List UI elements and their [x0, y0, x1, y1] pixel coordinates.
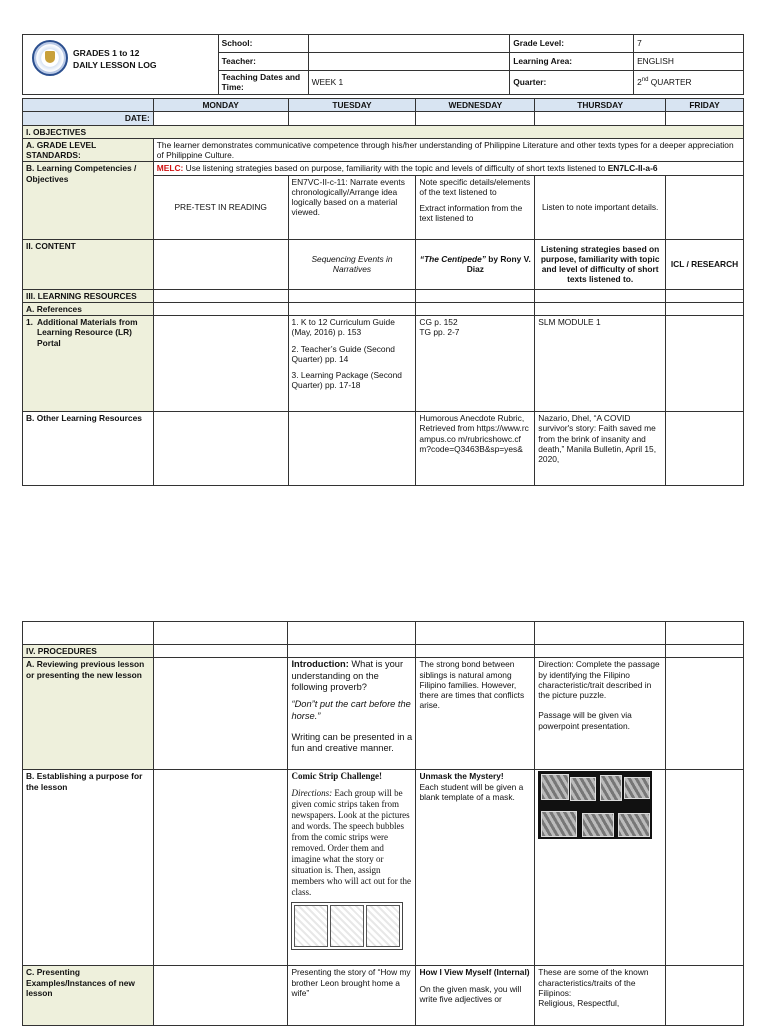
date-row — [23, 112, 744, 125]
procedures-table — [22, 621, 744, 1026]
date-monday[interactable] — [153, 112, 288, 125]
obj-wednesday-2: Extract information from the text listened to — [419, 203, 523, 224]
traits-list: Religious, Respectful, — [538, 998, 620, 1008]
content-heading: II. CONTENT — [23, 239, 154, 289]
grade-level-standards-label: A. GRADE LEVEL STANDARDS: — [23, 138, 154, 162]
reviewing-label: A. Reviewing previous lesson or presenting the new lesson — [23, 658, 154, 770]
header-table — [22, 34, 744, 95]
present-wednesday — [416, 966, 535, 1026]
quarter-value[interactable] — [634, 71, 744, 95]
present-thursday — [535, 966, 666, 1026]
obj-friday — [666, 175, 744, 239]
other-friday — [666, 412, 744, 486]
review-wednesday: The strong bond between siblings is natural among Filipino families. However, there are times that conflicts arise. — [416, 658, 535, 770]
teacher-label: Teacher: — [218, 53, 308, 71]
teacher-value[interactable] — [308, 53, 510, 71]
writing-note: Writing can be presented in a fun and creative manner. — [291, 731, 413, 754]
res-thursday: SLM MODULE 1 — [535, 316, 666, 412]
unmask-heading: Unmask the Mystery! — [419, 771, 504, 782]
grade-level-standards-row — [23, 138, 744, 162]
date-tuesday[interactable] — [288, 112, 416, 125]
melc-body: Use listening strategies based on purpose, familiarity with the topic and levels of difficulty of short texts listened to — [183, 163, 608, 174]
obj-thursday: Listen to note important details. — [535, 175, 666, 239]
comic-directions-text: Each group will be given comic strips taken from newspapers. Look at the pictures and words. The speech bubbles from the comic strips were removed. Order them and imagine what the story or situation is. Then, assign members who will act out for the class. — [291, 788, 411, 897]
resources-section-row — [23, 289, 744, 302]
references-row — [23, 302, 744, 315]
title-line-1: GRADES 1 to 12 — [73, 48, 140, 58]
additional-materials-row — [23, 316, 744, 412]
day-friday: FRIDAY — [666, 99, 744, 112]
date-thursday[interactable] — [535, 112, 666, 125]
purpose-monday — [153, 770, 288, 966]
school-label: School: — [218, 35, 308, 53]
present-tuesday: Presenting the story of “How my brother Leon brought home a wife” — [288, 966, 416, 1026]
objectives-section-row — [23, 125, 744, 138]
res-friday — [666, 316, 744, 412]
content-row — [23, 239, 744, 289]
purpose-friday — [666, 770, 744, 966]
teaching-dates-label: Teaching Dates and Time: — [218, 71, 308, 95]
comic-strip-heading: Comic Strip Challenge! — [291, 771, 382, 782]
document-title — [73, 47, 157, 72]
grade-level-value[interactable]: 7 — [634, 35, 744, 53]
melc-row — [23, 162, 744, 175]
obj-tuesday: EN7VC-II-c-11: Narrate events chronologically/Arrange idea logically based on a material viewed. — [288, 175, 416, 239]
grade-level-label: Grade Level: — [510, 35, 634, 53]
additional-materials-text: Additional Materials from Learning Resource (LR) Portal — [37, 317, 138, 348]
quarter-text: QUARTER — [648, 77, 692, 88]
day-thursday: THURSDAY — [535, 99, 666, 112]
title-line-2: DAILY LESSON LOG — [73, 60, 157, 71]
quarter-label: Quarter: — [510, 71, 634, 95]
traits-intro: These are some of the known characteristics/traits of the Filipinos: — [538, 967, 649, 998]
review-monday — [153, 658, 288, 770]
date-wednesday[interactable] — [416, 112, 535, 125]
introduction-question: What is your understanding on the following proverb? — [291, 659, 404, 692]
procedures-heading: IV. PROCEDURES — [23, 645, 154, 658]
references-label: A. References — [23, 302, 154, 315]
deped-seal-icon — [32, 40, 68, 76]
other-resources-row — [23, 412, 744, 486]
days-header-row — [23, 99, 744, 112]
introduction-heading: Introduction: — [291, 659, 349, 670]
picture-puzzle-image — [538, 771, 652, 839]
other-resources-label: B. Other Learning Resources — [23, 412, 154, 486]
competencies-label: B. Learning Competencies / Objectives — [23, 162, 154, 239]
melc-text — [153, 162, 743, 175]
content-thursday: Listening strategies based on purpose, familiarity with topic and level of difficulty of short texts listened to. — [535, 239, 666, 289]
res-wednesday-1: CG p. 152 — [419, 317, 458, 327]
view-myself-heading: How I View Myself (Internal) — [419, 967, 530, 978]
purpose-row — [23, 770, 744, 966]
res-tuesday-3: 3. Learning Package (Second Quarter) pp. 17-18 — [291, 370, 402, 391]
presenting-label: C. Presenting Examples/Instances of new lesson — [23, 966, 154, 1026]
content-wednesday — [416, 239, 535, 289]
resources-heading: III. LEARNING RESOURCES — [23, 289, 154, 302]
presenting-row — [23, 966, 744, 1026]
lesson-log-table — [22, 98, 744, 486]
melc-tag: MELC: — [156, 163, 184, 174]
other-thursday: Nazario, Dhel, “A COVID survivor's story: Faith saved me from the brink of insanity and death,” Manila Bulletin, April 15, 2020, — [535, 412, 666, 486]
present-friday — [666, 966, 744, 1026]
day-tuesday: TUESDAY — [288, 99, 416, 112]
date-label: DATE: — [23, 112, 154, 125]
other-tuesday — [288, 412, 416, 486]
purpose-wednesday — [416, 770, 535, 966]
grade-level-standards-text: The learner demonstrates communicative competence through his/her understanding of Philippine Literature and other texts types for a deeper appreciation of Philippine Culture. — [153, 138, 743, 162]
melc-code: EN7LC-II-a-6 — [607, 163, 658, 174]
comic-directions-label: Directions: — [291, 788, 333, 799]
unmask-text: Each student will be given a blank template of a mask. — [419, 781, 524, 802]
date-friday[interactable] — [666, 112, 744, 125]
day-wednesday: WEDNESDAY — [416, 99, 535, 112]
res-wednesday-2: TG pp. 2-7 — [419, 327, 460, 338]
obj-monday: PRE-TEST IN READING — [153, 175, 288, 239]
review-thursday-passage: Passage will be given via powerpoint presentation. — [538, 710, 632, 731]
additional-materials-label — [23, 316, 154, 412]
purpose-tuesday — [288, 770, 416, 966]
obj-wednesday-1: Note specific details/elements of the text listened to — [419, 176, 531, 197]
centipede-title: “The Centipede” — [419, 253, 486, 264]
procedures-section-row — [23, 645, 744, 658]
other-monday — [153, 412, 288, 486]
day-monday: MONDAY — [153, 99, 288, 112]
purpose-label: B. Establishing a purpose for the lesson — [23, 770, 154, 966]
res-tuesday-1: 1. K to 12 Curriculum Guide (May, 2016) p. 153 — [291, 317, 395, 338]
content-friday: ICL / RESEARCH — [666, 239, 744, 289]
content-tuesday: Sequencing Events in Narratives — [288, 239, 416, 289]
centipede-author: by Rony V. Diaz — [466, 253, 531, 274]
header-logo-cell — [23, 35, 219, 95]
res-tuesday — [288, 316, 416, 412]
review-friday — [666, 658, 744, 770]
procedures-top-row — [23, 622, 744, 645]
review-tuesday — [288, 658, 416, 770]
res-monday — [153, 316, 288, 412]
view-myself-text: On the given mask, you will write five adjectives or — [419, 983, 522, 1004]
corner-cell — [23, 99, 154, 112]
learning-area-label: Learning Area: — [510, 53, 634, 71]
teaching-dates-value[interactable]: WEEK 1 — [308, 71, 510, 95]
school-value[interactable] — [308, 35, 510, 53]
res-tuesday-2: 2. Teacher’s Guide (Second Quarter) pp. 14 — [291, 343, 395, 364]
res-wednesday — [416, 316, 535, 412]
present-monday — [153, 966, 288, 1026]
reviewing-row — [23, 658, 744, 770]
learning-area-value[interactable]: ENGLISH — [634, 53, 744, 71]
additional-materials-number: 1. — [26, 317, 33, 327]
review-thursday-direction: Direction: Complete the passage by identifying the Filipino characteristic/trait described in the picture puzzle. — [538, 659, 660, 700]
review-thursday — [535, 658, 666, 770]
purpose-thursday — [535, 770, 666, 966]
obj-wednesday — [416, 175, 535, 239]
quarter-suffix: nd — [641, 77, 649, 84]
content-monday — [153, 239, 288, 289]
proverb-text: “Don”t put the cart before the horse.” — [291, 699, 411, 721]
objectives-heading: I. OBJECTIVES — [23, 125, 744, 138]
comic-strip-image — [291, 902, 403, 950]
other-wednesday: Humorous Anecdote Rubric, Retrieved from https://www.rcampus.co m/rubricshowc.cfm?code=Q3463B&sp=yes& — [416, 412, 535, 486]
quarter-number: 2 — [637, 77, 642, 88]
